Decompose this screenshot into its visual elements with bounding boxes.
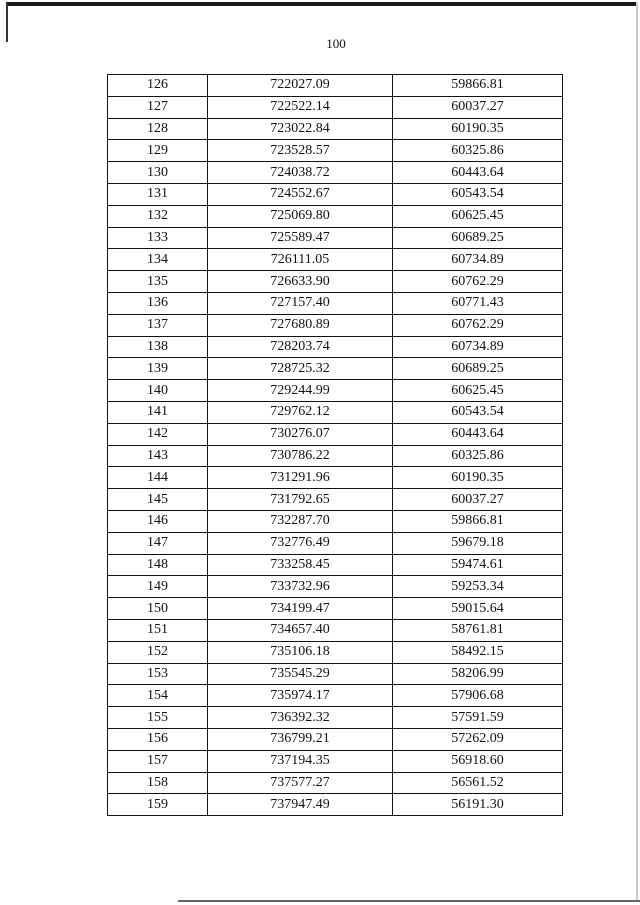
table-row	[108, 162, 563, 184]
y-coordinate-cell: 60543.54	[393, 183, 563, 205]
table-row	[108, 489, 563, 511]
table-row	[108, 641, 563, 663]
y-coordinate-cell: 60325.86	[393, 140, 563, 162]
y-coordinate-cell: 60037.27	[393, 489, 563, 511]
point-index-cell: 146	[108, 510, 208, 532]
y-coordinate-cell: 60689.25	[393, 358, 563, 380]
x-coordinate-cell: 735545.29	[208, 663, 393, 685]
x-coordinate-cell: 729244.99	[208, 380, 393, 402]
x-coordinate-cell: 737577.27	[208, 772, 393, 794]
point-index-cell: 140	[108, 380, 208, 402]
y-coordinate-cell: 57591.59	[393, 707, 563, 729]
point-index-cell: 135	[108, 271, 208, 293]
y-coordinate-cell: 59474.61	[393, 554, 563, 576]
point-index-cell: 132	[108, 205, 208, 227]
y-coordinate-cell: 58492.15	[393, 641, 563, 663]
table-row	[108, 358, 563, 380]
y-coordinate-cell: 60762.29	[393, 271, 563, 293]
table-row	[108, 314, 563, 336]
table-row	[108, 380, 563, 402]
point-index-cell: 150	[108, 598, 208, 620]
table-row	[108, 205, 563, 227]
table-row	[108, 445, 563, 467]
point-index-cell: 151	[108, 619, 208, 641]
point-index-cell: 128	[108, 118, 208, 140]
point-index-cell: 131	[108, 183, 208, 205]
point-index-cell: 136	[108, 292, 208, 314]
x-coordinate-cell: 736799.21	[208, 728, 393, 750]
x-coordinate-cell: 732776.49	[208, 532, 393, 554]
table-row	[108, 707, 563, 729]
point-index-cell: 159	[108, 794, 208, 816]
page-number: 100	[326, 36, 346, 51]
point-index-cell: 142	[108, 423, 208, 445]
table-row	[108, 423, 563, 445]
x-coordinate-cell: 737194.35	[208, 750, 393, 772]
y-coordinate-cell: 56918.60	[393, 750, 563, 772]
y-coordinate-cell: 59679.18	[393, 532, 563, 554]
point-index-cell: 154	[108, 685, 208, 707]
table-row	[108, 576, 563, 598]
y-coordinate-cell: 60443.64	[393, 162, 563, 184]
x-coordinate-cell: 722522.14	[208, 96, 393, 118]
point-index-cell: 133	[108, 227, 208, 249]
table-row	[108, 183, 563, 205]
x-coordinate-cell: 731291.96	[208, 467, 393, 489]
x-coordinate-cell: 730786.22	[208, 445, 393, 467]
x-coordinate-cell: 725069.80	[208, 205, 393, 227]
x-coordinate-cell: 724552.67	[208, 183, 393, 205]
table-row	[108, 554, 563, 576]
y-coordinate-cell: 60037.27	[393, 96, 563, 118]
point-index-cell: 144	[108, 467, 208, 489]
table-row	[108, 728, 563, 750]
y-coordinate-cell: 59253.34	[393, 576, 563, 598]
table-row	[108, 619, 563, 641]
x-coordinate-cell: 735106.18	[208, 641, 393, 663]
coordinate-table-body	[108, 75, 563, 816]
y-coordinate-cell: 60543.54	[393, 401, 563, 423]
x-coordinate-cell: 731792.65	[208, 489, 393, 511]
y-coordinate-cell: 58206.99	[393, 663, 563, 685]
x-coordinate-cell: 732287.70	[208, 510, 393, 532]
table-row	[108, 292, 563, 314]
x-coordinate-cell: 728203.74	[208, 336, 393, 358]
y-coordinate-cell: 56561.52	[393, 772, 563, 794]
table-row	[108, 750, 563, 772]
point-index-cell: 145	[108, 489, 208, 511]
scan-border-right	[636, 2, 638, 902]
x-coordinate-cell: 730276.07	[208, 423, 393, 445]
table-row	[108, 271, 563, 293]
point-index-cell: 129	[108, 140, 208, 162]
table-row	[108, 401, 563, 423]
x-coordinate-cell: 736392.32	[208, 707, 393, 729]
y-coordinate-cell: 57906.68	[393, 685, 563, 707]
point-index-cell: 149	[108, 576, 208, 598]
table-row	[108, 96, 563, 118]
point-index-cell: 155	[108, 707, 208, 729]
point-index-cell: 130	[108, 162, 208, 184]
x-coordinate-cell: 734199.47	[208, 598, 393, 620]
y-coordinate-cell: 60625.45	[393, 205, 563, 227]
table-row	[108, 510, 563, 532]
table-row	[108, 140, 563, 162]
point-index-cell: 148	[108, 554, 208, 576]
point-index-cell: 127	[108, 96, 208, 118]
y-coordinate-cell: 60443.64	[393, 423, 563, 445]
point-index-cell: 158	[108, 772, 208, 794]
table-row	[108, 249, 563, 271]
x-coordinate-cell: 737947.49	[208, 794, 393, 816]
x-coordinate-cell: 735974.17	[208, 685, 393, 707]
x-coordinate-cell: 729762.12	[208, 401, 393, 423]
y-coordinate-cell: 60325.86	[393, 445, 563, 467]
point-index-cell: 153	[108, 663, 208, 685]
y-coordinate-cell: 60734.89	[393, 336, 563, 358]
y-coordinate-cell: 60625.45	[393, 380, 563, 402]
x-coordinate-cell: 728725.32	[208, 358, 393, 380]
scan-border-top	[8, 2, 638, 6]
y-coordinate-cell: 59015.64	[393, 598, 563, 620]
table-row	[108, 118, 563, 140]
table-row	[108, 794, 563, 816]
point-index-cell: 138	[108, 336, 208, 358]
y-coordinate-cell: 60734.89	[393, 249, 563, 271]
point-index-cell: 147	[108, 532, 208, 554]
table-row	[108, 598, 563, 620]
x-coordinate-cell: 726633.90	[208, 271, 393, 293]
x-coordinate-cell: 723528.57	[208, 140, 393, 162]
x-coordinate-cell: 727157.40	[208, 292, 393, 314]
table-row	[108, 75, 563, 97]
x-coordinate-cell: 722027.09	[208, 75, 393, 97]
y-coordinate-cell: 60190.35	[393, 118, 563, 140]
point-index-cell: 139	[108, 358, 208, 380]
x-coordinate-cell: 727680.89	[208, 314, 393, 336]
point-index-cell: 157	[108, 750, 208, 772]
x-coordinate-cell: 733732.96	[208, 576, 393, 598]
coordinate-table	[107, 74, 563, 816]
table-row	[108, 663, 563, 685]
point-index-cell: 126	[108, 75, 208, 97]
point-index-cell: 143	[108, 445, 208, 467]
table-row	[108, 336, 563, 358]
point-index-cell: 134	[108, 249, 208, 271]
x-coordinate-cell: 733258.45	[208, 554, 393, 576]
table-row	[108, 467, 563, 489]
y-coordinate-cell: 60190.35	[393, 467, 563, 489]
point-index-cell: 137	[108, 314, 208, 336]
table-row	[108, 685, 563, 707]
y-coordinate-cell: 60689.25	[393, 227, 563, 249]
x-coordinate-cell: 723022.84	[208, 118, 393, 140]
x-coordinate-cell: 724038.72	[208, 162, 393, 184]
x-coordinate-cell: 725589.47	[208, 227, 393, 249]
y-coordinate-cell: 60771.43	[393, 292, 563, 314]
y-coordinate-cell: 60762.29	[393, 314, 563, 336]
scan-border-bottom	[178, 900, 640, 902]
y-coordinate-cell: 58761.81	[393, 619, 563, 641]
x-coordinate-cell: 734657.40	[208, 619, 393, 641]
point-index-cell: 152	[108, 641, 208, 663]
table-row	[108, 532, 563, 554]
y-coordinate-cell: 59866.81	[393, 75, 563, 97]
table-row	[108, 772, 563, 794]
y-coordinate-cell: 57262.09	[393, 728, 563, 750]
y-coordinate-cell: 59866.81	[393, 510, 563, 532]
x-coordinate-cell: 726111.05	[208, 249, 393, 271]
point-index-cell: 141	[108, 401, 208, 423]
point-index-cell: 156	[108, 728, 208, 750]
y-coordinate-cell: 56191.30	[393, 794, 563, 816]
table-row	[108, 227, 563, 249]
